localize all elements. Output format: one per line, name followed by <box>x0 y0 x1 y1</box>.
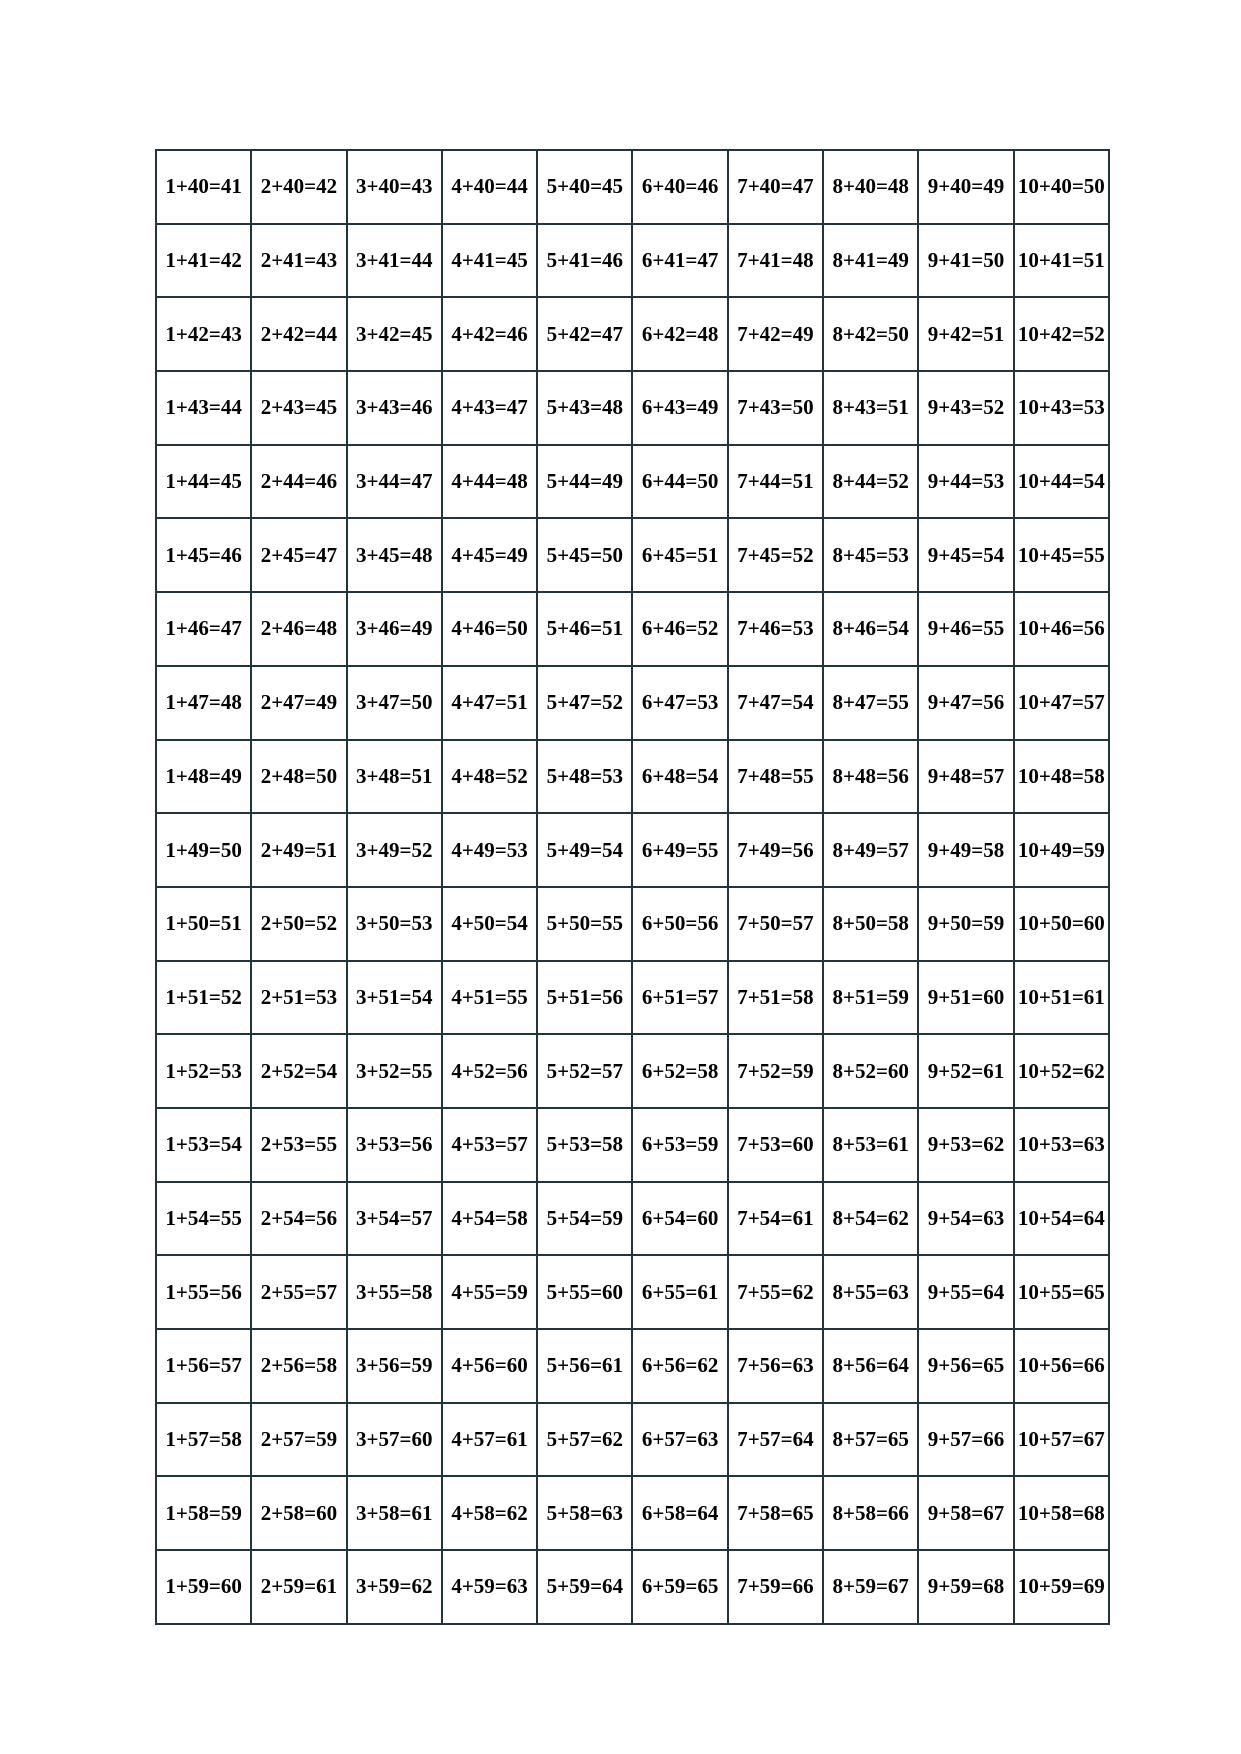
equation-cell: 4+55=59 <box>442 1255 537 1329</box>
equation-cell: 9+51=60 <box>918 961 1013 1035</box>
equation-cell: 1+41=42 <box>156 224 251 298</box>
equation-cell: 6+52=58 <box>632 1034 727 1108</box>
equation-cell: 7+57=64 <box>728 1403 823 1477</box>
equation-cell: 9+44=53 <box>918 445 1013 519</box>
equation-cell: 7+59=66 <box>728 1550 823 1624</box>
equation-cell: 2+44=46 <box>251 445 346 519</box>
equation-cell: 5+48=53 <box>537 740 632 814</box>
equation-cell: 1+53=54 <box>156 1108 251 1182</box>
equation-cell: 10+59=69 <box>1014 1550 1109 1624</box>
equation-cell: 6+55=61 <box>632 1255 727 1329</box>
equation-cell: 5+47=52 <box>537 666 632 740</box>
addition-table <box>155 149 1110 1625</box>
equation-cell: 6+40=46 <box>632 150 727 224</box>
equation-cell: 2+40=42 <box>251 150 346 224</box>
equation-cell: 7+52=59 <box>728 1034 823 1108</box>
equation-cell: 7+56=63 <box>728 1329 823 1403</box>
equation-cell: 6+46=52 <box>632 592 727 666</box>
equation-cell: 8+53=61 <box>823 1108 918 1182</box>
equation-cell: 4+56=60 <box>442 1329 537 1403</box>
equation-cell: 8+59=67 <box>823 1550 918 1624</box>
table-row <box>156 224 1109 298</box>
equation-cell: 1+55=56 <box>156 1255 251 1329</box>
equation-cell: 2+41=43 <box>251 224 346 298</box>
equation-cell: 4+59=63 <box>442 1550 537 1624</box>
equation-cell: 8+44=52 <box>823 445 918 519</box>
equation-cell: 9+41=50 <box>918 224 1013 298</box>
equation-cell: 7+53=60 <box>728 1108 823 1182</box>
equation-cell: 2+46=48 <box>251 592 346 666</box>
equation-cell: 9+59=68 <box>918 1550 1013 1624</box>
equation-cell: 10+40=50 <box>1014 150 1109 224</box>
equation-cell: 9+49=58 <box>918 813 1013 887</box>
equation-cell: 5+46=51 <box>537 592 632 666</box>
equation-cell: 8+47=55 <box>823 666 918 740</box>
equation-cell: 7+47=54 <box>728 666 823 740</box>
equation-cell: 3+57=60 <box>347 1403 442 1477</box>
equation-cell: 2+45=47 <box>251 518 346 592</box>
equation-cell: 4+51=55 <box>442 961 537 1035</box>
equation-cell: 2+57=59 <box>251 1403 346 1477</box>
equation-cell: 3+55=58 <box>347 1255 442 1329</box>
table-row <box>156 1476 1109 1550</box>
equation-cell: 3+54=57 <box>347 1182 442 1256</box>
equation-cell: 7+40=47 <box>728 150 823 224</box>
equation-cell: 1+40=41 <box>156 150 251 224</box>
addition-table-body <box>156 150 1109 1624</box>
equation-cell: 2+53=55 <box>251 1108 346 1182</box>
equation-cell: 10+43=53 <box>1014 371 1109 445</box>
equation-cell: 5+49=54 <box>537 813 632 887</box>
equation-cell: 9+55=64 <box>918 1255 1013 1329</box>
equation-cell: 3+50=53 <box>347 887 442 961</box>
equation-cell: 6+48=54 <box>632 740 727 814</box>
equation-cell: 2+56=58 <box>251 1329 346 1403</box>
equation-cell: 2+51=53 <box>251 961 346 1035</box>
equation-cell: 4+50=54 <box>442 887 537 961</box>
equation-cell: 9+57=66 <box>918 1403 1013 1477</box>
table-row <box>156 518 1109 592</box>
table-row <box>156 371 1109 445</box>
equation-cell: 3+53=56 <box>347 1108 442 1182</box>
equation-cell: 1+54=55 <box>156 1182 251 1256</box>
equation-cell: 9+50=59 <box>918 887 1013 961</box>
equation-cell: 10+44=54 <box>1014 445 1109 519</box>
equation-cell: 3+59=62 <box>347 1550 442 1624</box>
equation-cell: 8+45=53 <box>823 518 918 592</box>
equation-cell: 1+43=44 <box>156 371 251 445</box>
equation-cell: 10+41=51 <box>1014 224 1109 298</box>
equation-cell: 5+51=56 <box>537 961 632 1035</box>
equation-cell: 5+43=48 <box>537 371 632 445</box>
equation-cell: 1+56=57 <box>156 1329 251 1403</box>
equation-cell: 1+57=58 <box>156 1403 251 1477</box>
table-row <box>156 150 1109 224</box>
equation-cell: 6+47=53 <box>632 666 727 740</box>
equation-cell: 1+51=52 <box>156 961 251 1035</box>
equation-cell: 1+58=59 <box>156 1476 251 1550</box>
equation-cell: 5+40=45 <box>537 150 632 224</box>
equation-cell: 9+40=49 <box>918 150 1013 224</box>
equation-cell: 5+55=60 <box>537 1255 632 1329</box>
equation-cell: 4+57=61 <box>442 1403 537 1477</box>
equation-cell: 4+41=45 <box>442 224 537 298</box>
equation-cell: 8+42=50 <box>823 297 918 371</box>
equation-cell: 8+57=65 <box>823 1403 918 1477</box>
table-row <box>156 666 1109 740</box>
equation-cell: 4+42=46 <box>442 297 537 371</box>
equation-cell: 9+47=56 <box>918 666 1013 740</box>
equation-cell: 3+42=45 <box>347 297 442 371</box>
equation-cell: 1+47=48 <box>156 666 251 740</box>
equation-cell: 10+54=64 <box>1014 1182 1109 1256</box>
equation-cell: 4+43=47 <box>442 371 537 445</box>
equation-cell: 2+55=57 <box>251 1255 346 1329</box>
equation-cell: 5+59=64 <box>537 1550 632 1624</box>
table-row <box>156 297 1109 371</box>
equation-cell: 7+46=53 <box>728 592 823 666</box>
equation-cell: 1+50=51 <box>156 887 251 961</box>
equation-cell: 7+45=52 <box>728 518 823 592</box>
equation-cell: 10+52=62 <box>1014 1034 1109 1108</box>
equation-cell: 9+58=67 <box>918 1476 1013 1550</box>
equation-cell: 2+59=61 <box>251 1550 346 1624</box>
equation-cell: 8+49=57 <box>823 813 918 887</box>
equation-cell: 6+56=62 <box>632 1329 727 1403</box>
equation-cell: 2+47=49 <box>251 666 346 740</box>
equation-cell: 7+55=62 <box>728 1255 823 1329</box>
equation-cell: 6+49=55 <box>632 813 727 887</box>
table-row <box>156 1108 1109 1182</box>
equation-cell: 6+50=56 <box>632 887 727 961</box>
equation-cell: 2+58=60 <box>251 1476 346 1550</box>
equation-cell: 10+55=65 <box>1014 1255 1109 1329</box>
equation-cell: 3+48=51 <box>347 740 442 814</box>
equation-cell: 8+41=49 <box>823 224 918 298</box>
equation-cell: 10+58=68 <box>1014 1476 1109 1550</box>
equation-cell: 4+49=53 <box>442 813 537 887</box>
equation-cell: 2+49=51 <box>251 813 346 887</box>
equation-cell: 5+53=58 <box>537 1108 632 1182</box>
equation-cell: 6+54=60 <box>632 1182 727 1256</box>
equation-cell: 1+42=43 <box>156 297 251 371</box>
equation-cell: 6+45=51 <box>632 518 727 592</box>
equation-cell: 8+50=58 <box>823 887 918 961</box>
equation-cell: 2+48=50 <box>251 740 346 814</box>
equation-cell: 8+43=51 <box>823 371 918 445</box>
equation-cell: 7+50=57 <box>728 887 823 961</box>
equation-cell: 1+44=45 <box>156 445 251 519</box>
equation-cell: 3+58=61 <box>347 1476 442 1550</box>
equation-cell: 6+44=50 <box>632 445 727 519</box>
equation-cell: 4+53=57 <box>442 1108 537 1182</box>
equation-cell: 3+51=54 <box>347 961 442 1035</box>
table-row <box>156 1403 1109 1477</box>
equation-cell: 2+52=54 <box>251 1034 346 1108</box>
equation-cell: 5+50=55 <box>537 887 632 961</box>
equation-cell: 1+46=47 <box>156 592 251 666</box>
equation-cell: 7+48=55 <box>728 740 823 814</box>
equation-cell: 4+58=62 <box>442 1476 537 1550</box>
equation-cell: 3+47=50 <box>347 666 442 740</box>
equation-cell: 5+57=62 <box>537 1403 632 1477</box>
equation-cell: 7+58=65 <box>728 1476 823 1550</box>
equation-cell: 4+40=44 <box>442 150 537 224</box>
worksheet <box>155 149 1110 1599</box>
equation-cell: 8+40=48 <box>823 150 918 224</box>
equation-cell: 1+49=50 <box>156 813 251 887</box>
equation-cell: 6+58=64 <box>632 1476 727 1550</box>
equation-cell: 1+45=46 <box>156 518 251 592</box>
equation-cell: 8+46=54 <box>823 592 918 666</box>
equation-cell: 1+59=60 <box>156 1550 251 1624</box>
equation-cell: 8+56=64 <box>823 1329 918 1403</box>
equation-cell: 10+53=63 <box>1014 1108 1109 1182</box>
table-row <box>156 1034 1109 1108</box>
equation-cell: 8+51=59 <box>823 961 918 1035</box>
table-row <box>156 887 1109 961</box>
equation-cell: 9+53=62 <box>918 1108 1013 1182</box>
equation-cell: 10+46=56 <box>1014 592 1109 666</box>
equation-cell: 7+51=58 <box>728 961 823 1035</box>
equation-cell: 7+54=61 <box>728 1182 823 1256</box>
equation-cell: 4+48=52 <box>442 740 537 814</box>
equation-cell: 5+45=50 <box>537 518 632 592</box>
equation-cell: 10+57=67 <box>1014 1403 1109 1477</box>
equation-cell: 6+42=48 <box>632 297 727 371</box>
equation-cell: 4+46=50 <box>442 592 537 666</box>
equation-cell: 8+48=56 <box>823 740 918 814</box>
equation-cell: 7+42=49 <box>728 297 823 371</box>
equation-cell: 5+42=47 <box>537 297 632 371</box>
equation-cell: 7+44=51 <box>728 445 823 519</box>
equation-cell: 2+54=56 <box>251 1182 346 1256</box>
equation-cell: 4+47=51 <box>442 666 537 740</box>
equation-cell: 3+46=49 <box>347 592 442 666</box>
table-row <box>156 445 1109 519</box>
equation-cell: 5+56=61 <box>537 1329 632 1403</box>
equation-cell: 4+44=48 <box>442 445 537 519</box>
table-row <box>156 1329 1109 1403</box>
equation-cell: 8+58=66 <box>823 1476 918 1550</box>
equation-cell: 4+45=49 <box>442 518 537 592</box>
equation-cell: 9+42=51 <box>918 297 1013 371</box>
equation-cell: 2+43=45 <box>251 371 346 445</box>
equation-cell: 5+52=57 <box>537 1034 632 1108</box>
equation-cell: 9+56=65 <box>918 1329 1013 1403</box>
equation-cell: 3+43=46 <box>347 371 442 445</box>
equation-cell: 7+49=56 <box>728 813 823 887</box>
table-row <box>156 592 1109 666</box>
equation-cell: 9+43=52 <box>918 371 1013 445</box>
equation-cell: 9+54=63 <box>918 1182 1013 1256</box>
equation-cell: 5+58=63 <box>537 1476 632 1550</box>
equation-cell: 10+49=59 <box>1014 813 1109 887</box>
equation-cell: 2+50=52 <box>251 887 346 961</box>
equation-cell: 2+42=44 <box>251 297 346 371</box>
equation-cell: 7+43=50 <box>728 371 823 445</box>
equation-cell: 4+54=58 <box>442 1182 537 1256</box>
equation-cell: 6+51=57 <box>632 961 727 1035</box>
equation-cell: 3+56=59 <box>347 1329 442 1403</box>
equation-cell: 10+42=52 <box>1014 297 1109 371</box>
equation-cell: 8+54=62 <box>823 1182 918 1256</box>
equation-cell: 5+44=49 <box>537 445 632 519</box>
equation-cell: 3+45=48 <box>347 518 442 592</box>
equation-cell: 3+41=44 <box>347 224 442 298</box>
equation-cell: 5+54=59 <box>537 1182 632 1256</box>
equation-cell: 3+40=43 <box>347 150 442 224</box>
equation-cell: 10+50=60 <box>1014 887 1109 961</box>
equation-cell: 10+48=58 <box>1014 740 1109 814</box>
equation-cell: 3+52=55 <box>347 1034 442 1108</box>
table-row <box>156 961 1109 1035</box>
equation-cell: 9+52=61 <box>918 1034 1013 1108</box>
equation-cell: 3+44=47 <box>347 445 442 519</box>
equation-cell: 4+52=56 <box>442 1034 537 1108</box>
equation-cell: 1+52=53 <box>156 1034 251 1108</box>
equation-cell: 6+53=59 <box>632 1108 727 1182</box>
equation-cell: 10+47=57 <box>1014 666 1109 740</box>
equation-cell: 9+45=54 <box>918 518 1013 592</box>
equation-cell: 1+48=49 <box>156 740 251 814</box>
equation-cell: 7+41=48 <box>728 224 823 298</box>
equation-cell: 6+59=65 <box>632 1550 727 1624</box>
equation-cell: 6+41=47 <box>632 224 727 298</box>
equation-cell: 10+45=55 <box>1014 518 1109 592</box>
equation-cell: 9+48=57 <box>918 740 1013 814</box>
equation-cell: 5+41=46 <box>537 224 632 298</box>
equation-cell: 10+51=61 <box>1014 961 1109 1035</box>
table-row <box>156 1255 1109 1329</box>
equation-cell: 3+49=52 <box>347 813 442 887</box>
equation-cell: 8+52=60 <box>823 1034 918 1108</box>
table-row <box>156 813 1109 887</box>
equation-cell: 9+46=55 <box>918 592 1013 666</box>
equation-cell: 10+56=66 <box>1014 1329 1109 1403</box>
equation-cell: 6+43=49 <box>632 371 727 445</box>
table-row <box>156 1550 1109 1624</box>
equation-cell: 6+57=63 <box>632 1403 727 1477</box>
table-row <box>156 740 1109 814</box>
table-row <box>156 1182 1109 1256</box>
equation-cell: 8+55=63 <box>823 1255 918 1329</box>
